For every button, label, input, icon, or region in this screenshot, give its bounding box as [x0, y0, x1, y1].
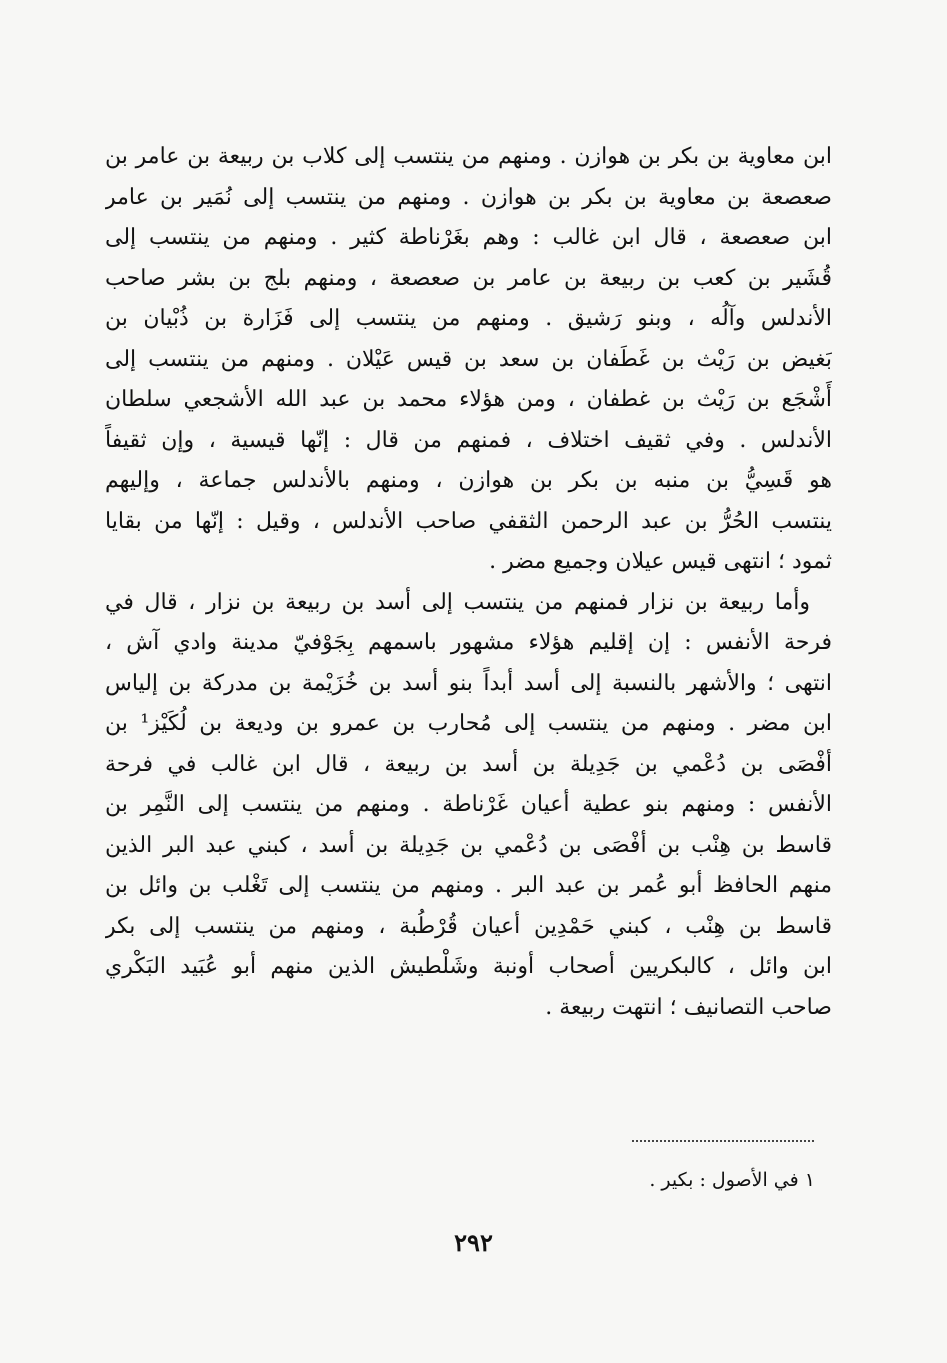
body-line: قُشَير بن كعب بن ربيعة بن عامر بن صعصعة ، ومنهم بلج بن بشر صاحب [105, 265, 832, 291]
body-line: هو قَسِيُّ بن منبه بن بكر بن هوازن ، ومنهم بالأندلس جماعة ، وإليهم [105, 468, 832, 493]
body-line: صعصعة بن معاوية بن بكر بن هوازن . ومنهم من ينتسب إلى نُمَير بن عامر [105, 184, 832, 210]
body-line: الأندلس . وفي ثقيف اختلاف ، فمنهم من قال : إنّها قيسية ، وإن ثقيفاً [105, 427, 832, 453]
body-line: انتهى ؛ والأشهر بالنسبة إلى أسد أبداً بنو أسد بن خُزَيْمة بن مدركة بن إلياس [105, 670, 832, 696]
body-line: ابن وائل ، كالبكريين أصحاب أونبة وشَلْطيش الذين منهم أبو عُبَيد البَكْري [105, 954, 832, 979]
body-line: الأنفس : ومنهم بنو عطية أعيان غَرْناطة . ومنهم من ينتسب إلى النَّمِر بن [105, 792, 832, 817]
body-line: فرحة الأنفس : إن إقليم هؤلاء مشهور باسمهم بِجَوْفيّ مدينة وادي آش ، [105, 630, 832, 655]
body-line: أفْصَى بن دُعْمي بن جَدِيلة بن أسد بن ربيعة ، قال ابن غالب في فرحة [105, 751, 832, 777]
body-text [105, 137, 832, 1028]
body-line: وأما ربيعة بن نزار فمنهم من ينتسب إلى أسد بن ربيعة بن نزار ، قال في [105, 589, 810, 615]
body-line: الأندلس وآلُه ، وبنو رَشيق . ومنهم من ينتسب إلى فَزَارة بن ذُبْيان بن [105, 306, 832, 331]
body-line: قاسط بن هِنْب ، كبني حَمْدِين أعيان قُرْطُبة ، ومنهم من ينتسب إلى بكر [105, 913, 832, 939]
footnote: ١ في الأصول : بكير . [649, 1169, 815, 1191]
body-line: منهم الحافظ أبو عُمر بن عبد البر . ومنهم من ينتسب إلى تَغْلب بن وائل بن [105, 873, 832, 898]
body-line: قاسط بن هِنْب بن أفْصَى بن دُعْمي بن جَدِيلة بن أسد ، كبني عبد البر الذين [105, 832, 832, 858]
body-line: صاحب التصانيف ؛ انتهت ربيعة . [545, 994, 832, 1020]
body-line: بَغيض بن رَيْث بن غَطَفان بن سعد بن قيس عَيْلان . ومنهم من ينتسب إلى [105, 346, 832, 372]
body-line: أَشْجَع بن رَيْث بن غطفان ، ومن هؤلاء محمد بن عبد الله الأشجعي سلطان [105, 387, 832, 412]
body-line: ثمود ؛ انتهى قيس عيلان وجميع مضر . [489, 549, 832, 574]
body-line: ينتسب الحُرُّ بن عبد الرحمن الثقفي صاحب الأندلس ، وقيل : إنّها من بقايا [105, 508, 832, 534]
footnote-divider [632, 1140, 814, 1142]
body-line: ابن مضر . ومنهم من ينتسب إلى مُحارب بن عمرو بن وديعة بن لُكَيْز¹ بن [105, 711, 832, 736]
page-number: ٢٩٢ [454, 1228, 493, 1257]
body-line: ابن معاوية بن بكر بن هوازن . ومنهم من ينتسب إلى كلاب بن ربيعة بن عامر بن [105, 144, 832, 169]
body-line: ابن صعصعة ، قال ابن غالب : وهم بغَرْناطة كثير . ومنهم من ينتسب إلى [105, 225, 832, 250]
